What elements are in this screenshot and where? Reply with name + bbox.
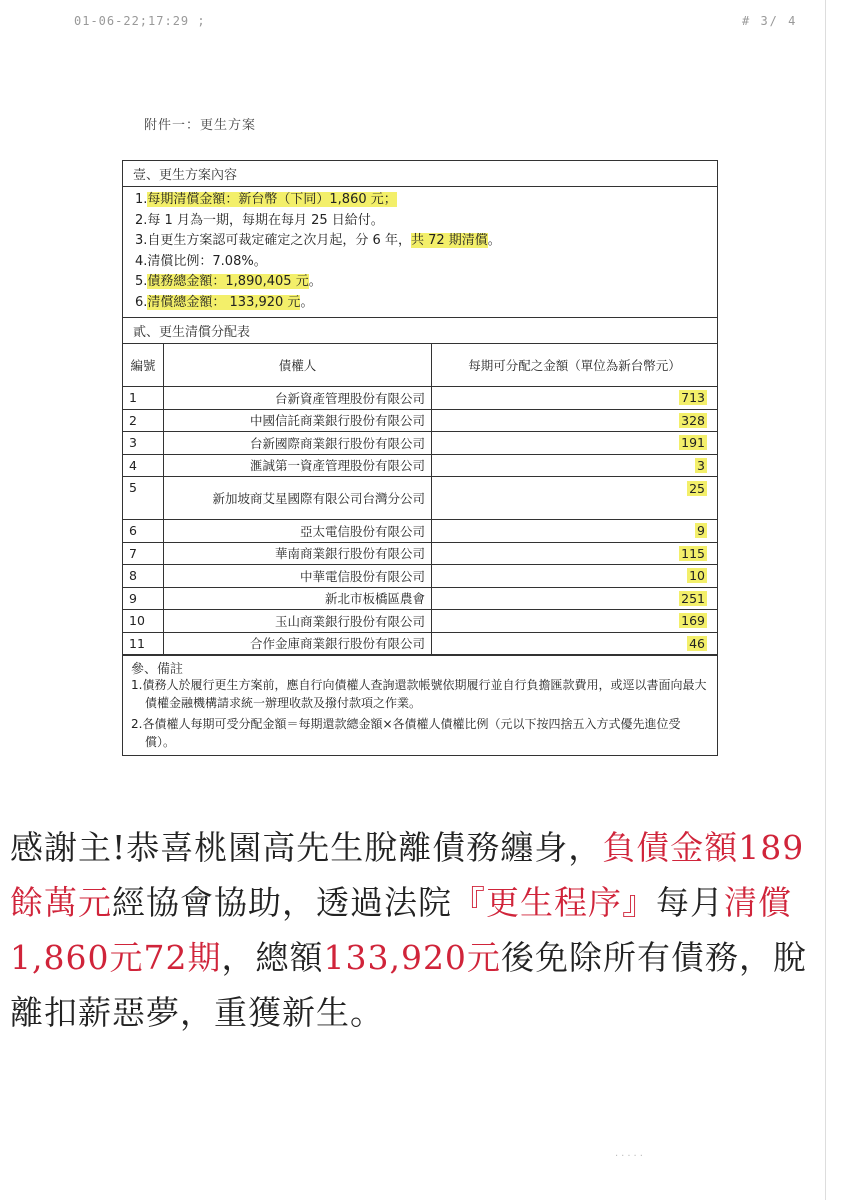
row-number: 11 <box>123 632 164 655</box>
row-amount-cell <box>432 610 718 633</box>
plan-line <box>135 252 707 273</box>
table-row <box>123 387 717 410</box>
row-amount: 328 <box>681 412 705 428</box>
row-creditor: 滙誠第一資產管理股份有限公司 <box>164 454 432 477</box>
row-amount: 251 <box>681 590 705 606</box>
plan-line-text: 1. <box>135 192 148 207</box>
plan-line <box>135 211 707 232</box>
row-number: 5 <box>123 477 164 520</box>
fax-page-number: # 3/ 4 <box>742 14 798 28</box>
plan-line-text: 6. <box>135 294 148 310</box>
table-row <box>123 565 717 588</box>
row-creditor: 玉山商業銀行股份有限公司 <box>164 610 432 633</box>
row-amount: 3 <box>697 457 705 473</box>
plan-line-suffix: 。 <box>308 274 322 289</box>
row-amount-cell <box>432 520 718 543</box>
table-row <box>123 587 717 610</box>
row-number: 10 <box>123 610 164 633</box>
row-amount-cell <box>432 409 718 432</box>
attachment-title: 附件一：更生方案 <box>144 118 257 133</box>
scan-edge-line <box>825 0 826 1200</box>
table-row <box>123 520 717 543</box>
distribution-section-title: 貳、更生清償分配表 <box>123 318 717 344</box>
plan-line-highlight: 清償總金額： 133,920 元 <box>147 294 301 310</box>
row-creditor: 中華電信股份有限公司 <box>164 565 432 588</box>
remarks-section-title: 參、備註 <box>131 662 184 677</box>
table-row <box>123 477 717 520</box>
plan-line-highlight: 每期清償金額：新台幣（下同）1,860 元； <box>147 192 397 207</box>
row-amount-cell <box>432 454 718 477</box>
caption-text: 感謝主!恭喜桃園高先生脫離債務纏身， <box>10 828 603 867</box>
table-row <box>123 409 717 432</box>
plan-line-text: 4.清償比例：7.08%。 <box>135 253 267 269</box>
row-number: 7 <box>123 542 164 565</box>
plan-line-highlight: 債務總金額：1,890,405 元 <box>147 274 309 289</box>
plan-line-text: 3.自更生方案認可裁定確定之次月起，分 6 年， <box>135 233 411 248</box>
table-header-row <box>123 344 717 387</box>
row-amount-cell <box>432 387 718 410</box>
table-row <box>123 454 717 477</box>
row-amount-cell <box>432 632 718 655</box>
row-number: 9 <box>123 587 164 610</box>
plan-line-text: 2.每 1 月為一期，每期在每月 25 日給付。 <box>135 212 384 228</box>
row-number: 3 <box>123 432 164 455</box>
header-number: 編號 <box>123 344 164 387</box>
caption-highlight-payment: 清償1,860元72期 <box>10 883 792 977</box>
plan-line-highlight: 共 72 期清償 <box>410 233 488 248</box>
caption-text: 後免除所有債務，脫離扣薪惡夢，重獲新生。 <box>10 938 807 1032</box>
distribution-table <box>123 344 717 655</box>
table-row <box>123 610 717 633</box>
caption-text: ，總額 <box>221 938 324 977</box>
row-number: 4 <box>123 454 164 477</box>
row-creditor: 台新國際商業銀行股份有限公司 <box>164 432 432 455</box>
plan-line <box>135 272 707 293</box>
remarks-section <box>123 655 717 755</box>
plan-line-text: 5. <box>135 274 148 289</box>
plan-section-title: 壹、更生方案內容 <box>123 161 717 187</box>
row-number: 6 <box>123 520 164 543</box>
caption-highlight-total: 133,920元 <box>323 938 501 977</box>
remark-item: 1.債務人於履行更生方案前，應自行向債權人查詢還款帳號依期履行並自行負擔匯款費用，或逕以書面向最大債權金融機構請求統一辦理收款及撥付款項之作業。 <box>131 678 707 710</box>
caption-highlight-procedure: 『更生程序』 <box>452 883 656 922</box>
plan-line <box>135 293 707 314</box>
row-amount: 46 <box>689 635 705 651</box>
row-amount-cell <box>432 477 718 520</box>
row-amount: 25 <box>689 481 705 496</box>
row-amount-cell <box>432 587 718 610</box>
row-amount: 10 <box>689 568 705 584</box>
caption-text: 經協會協助，透過法院 <box>112 883 452 922</box>
row-amount: 169 <box>681 613 705 629</box>
plan-line <box>135 231 707 252</box>
table-row <box>123 632 717 655</box>
row-number: 8 <box>123 565 164 588</box>
header-creditor: 債權人 <box>164 344 432 387</box>
fax-timestamp: 01-06-22;17:29 ; <box>74 14 206 28</box>
caption-highlight-debt: 負債金額189餘萬元 <box>10 828 805 922</box>
header-amount: 每期可分配之金額（單位為新台幣元） <box>432 344 718 387</box>
row-creditor: 中國信託商業銀行股份有限公司 <box>164 409 432 432</box>
plan-line <box>135 190 707 211</box>
row-amount: 191 <box>681 435 705 451</box>
plan-contents <box>123 187 717 318</box>
row-amount: 713 <box>681 390 705 406</box>
remark-item: 2.各債權人每期可受分配金額＝每期還款總金額×各債權人債權比例（元以下按四捨五入方式優先進位受償）。 <box>131 717 681 749</box>
row-amount-cell <box>432 565 718 588</box>
row-amount-cell <box>432 542 718 565</box>
restructuring-plan-document <box>122 160 718 756</box>
plan-line-suffix: 。 <box>300 294 314 310</box>
row-creditor: 新北市板橋區農會 <box>164 587 432 610</box>
caption-text: 每月 <box>656 883 724 922</box>
row-creditor: 台新資產管理股份有限公司 <box>164 387 432 410</box>
row-amount-cell <box>432 432 718 455</box>
row-creditor: 合作金庫商業銀行股份有限公司 <box>164 632 432 655</box>
scan-artifact-dots: ····· <box>615 1151 646 1162</box>
row-amount: 9 <box>697 523 705 539</box>
row-number: 1 <box>123 387 164 410</box>
row-number: 2 <box>123 409 164 432</box>
table-row <box>123 432 717 455</box>
row-creditor: 亞太電信股份有限公司 <box>164 520 432 543</box>
row-creditor: 華南商業銀行股份有限公司 <box>164 542 432 565</box>
table-row <box>123 542 717 565</box>
row-creditor: 新加坡商艾星國際有限公司台灣分公司 <box>164 477 432 520</box>
row-amount: 115 <box>681 545 705 561</box>
plan-line-suffix: 。 <box>487 233 501 248</box>
testimonial-caption <box>10 820 810 1040</box>
